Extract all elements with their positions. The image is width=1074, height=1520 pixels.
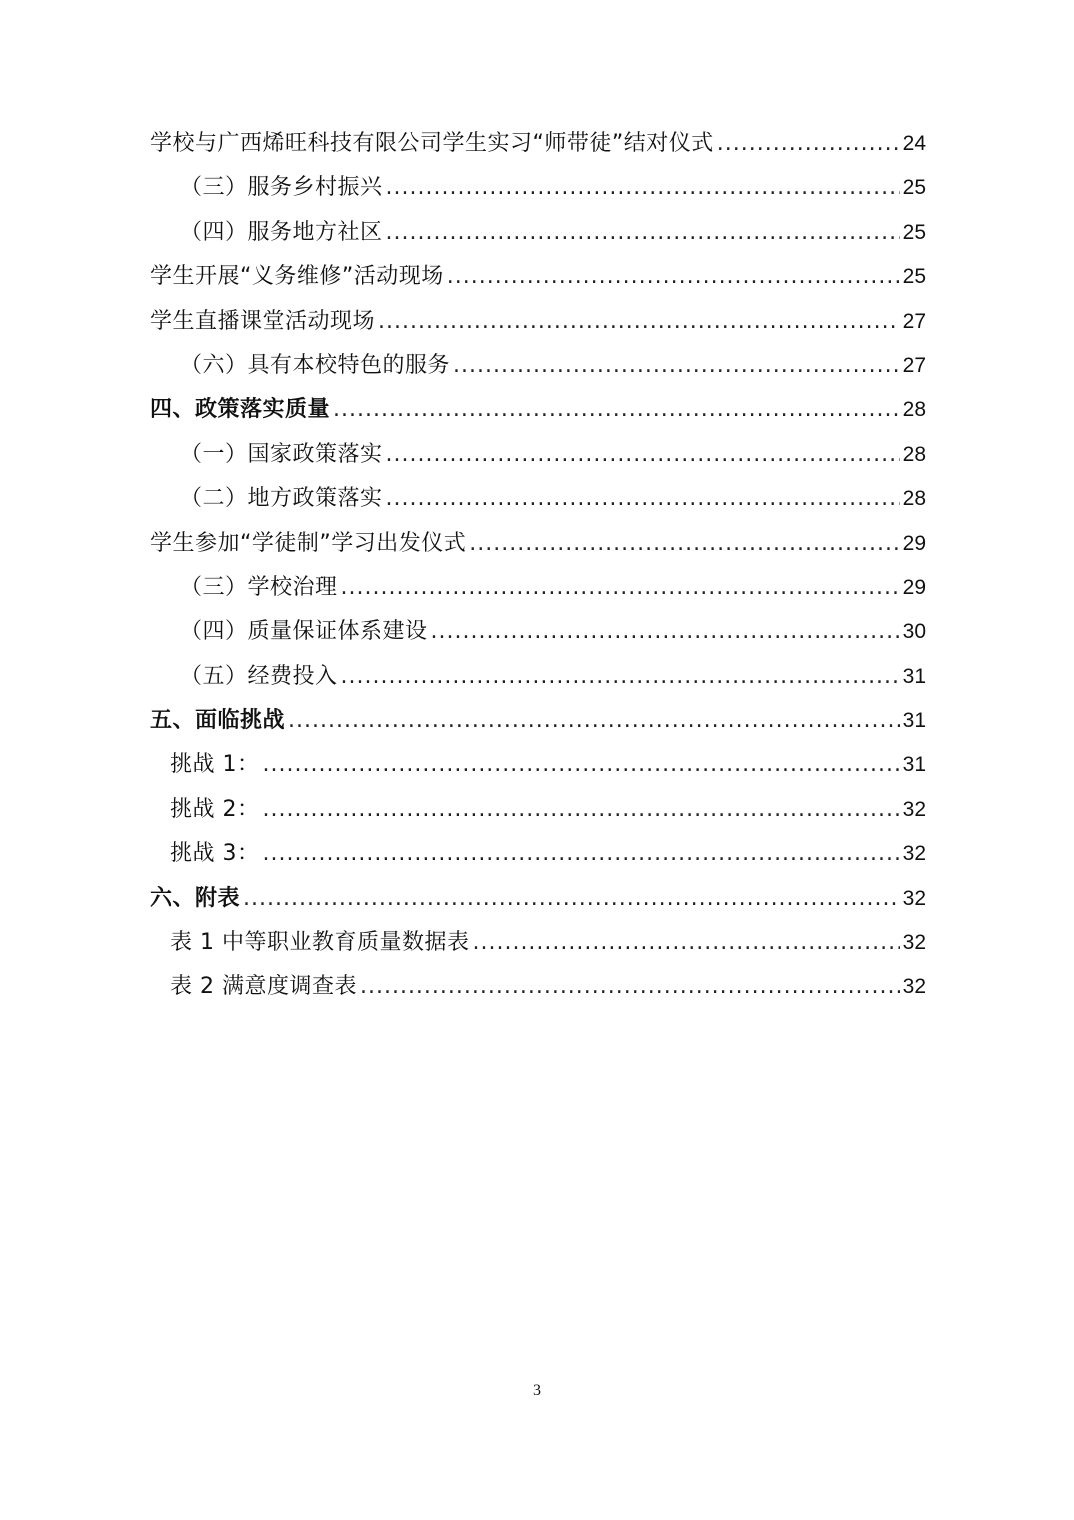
table-of-contents <box>150 122 926 1010</box>
toc-entry-page: 31 <box>902 709 926 733</box>
toc-entry-page: 32 <box>902 842 926 866</box>
toc-entry-page: 29 <box>902 575 926 599</box>
toc-dot-leader <box>386 166 900 210</box>
toc-dot-leader <box>263 788 900 832</box>
toc-entry-page: 32 <box>902 931 926 955</box>
toc-entry-title: （五）经费投入 <box>180 663 338 689</box>
toc-entry-title: （三）服务乡村振兴 <box>180 175 383 201</box>
toc-entry-page: 32 <box>902 797 926 821</box>
toc-entry-page: 27 <box>902 353 926 377</box>
toc-dot-leader <box>469 522 899 566</box>
toc-dot-leader <box>263 743 900 787</box>
toc-dot-leader <box>431 610 900 654</box>
toc-entry-page: 27 <box>902 309 926 333</box>
toc-dot-leader <box>386 477 900 521</box>
toc-dot-leader <box>341 566 900 610</box>
toc-entry-page: 31 <box>902 664 926 688</box>
toc-entry-title: 挑战 3： <box>170 841 260 867</box>
toc-entry-page: 25 <box>902 265 926 289</box>
toc-entry[interactable] <box>150 788 926 832</box>
toc-entry-page: 32 <box>902 886 926 910</box>
toc-entry[interactable] <box>150 300 926 344</box>
toc-entry-page: 30 <box>902 620 926 644</box>
toc-entry-page: 25 <box>902 176 926 200</box>
toc-entry[interactable] <box>150 743 926 787</box>
toc-entry-title: 学生直播课堂活动现场 <box>150 308 376 334</box>
toc-entry[interactable] <box>150 344 926 388</box>
toc-entry[interactable] <box>150 610 926 654</box>
toc-entry-page: 29 <box>902 531 926 555</box>
toc-entry[interactable] <box>150 699 926 743</box>
toc-entry[interactable] <box>150 166 926 210</box>
toc-dot-leader <box>386 211 900 255</box>
toc-entry[interactable] <box>150 965 926 1009</box>
toc-entry-title: （六）具有本校特色的服务 <box>180 352 451 378</box>
toc-dot-leader <box>386 433 900 477</box>
toc-entry[interactable] <box>150 433 926 477</box>
toc-entry[interactable] <box>150 255 926 299</box>
toc-entry[interactable] <box>150 832 926 876</box>
toc-entry-title: 表 2 满意度调查表 <box>170 974 357 1000</box>
toc-entry-page: 28 <box>902 398 926 422</box>
toc-entry-page: 25 <box>902 220 926 244</box>
toc-entry[interactable] <box>150 566 926 610</box>
toc-entry[interactable] <box>150 655 926 699</box>
toc-dot-leader <box>453 344 900 388</box>
toc-entry[interactable] <box>150 477 926 521</box>
toc-entry[interactable] <box>150 122 926 166</box>
toc-entry-title: （二）地方政策落实 <box>180 486 383 512</box>
toc-entry[interactable] <box>150 211 926 255</box>
toc-dot-leader <box>472 921 899 965</box>
toc-dot-leader <box>288 699 900 743</box>
toc-dot-leader <box>341 655 900 699</box>
toc-dot-leader <box>263 832 900 876</box>
toc-entry-title: （四）服务地方社区 <box>180 219 383 245</box>
toc-entry[interactable] <box>150 921 926 965</box>
toc-entry[interactable] <box>150 522 926 566</box>
toc-entry-title: （一）国家政策落实 <box>180 441 383 467</box>
toc-entry-title: 四、政策落实质量 <box>150 397 331 423</box>
toc-entry-title: 六、附表 <box>150 885 241 911</box>
toc-entry-title: （三）学校治理 <box>180 574 338 600</box>
toc-entry-page: 31 <box>902 753 926 777</box>
toc-entry-title: （四）质量保证体系建设 <box>180 619 428 645</box>
toc-dot-leader <box>360 965 900 1009</box>
toc-entry-title: 挑战 1： <box>170 752 260 778</box>
toc-entry-title: 表 1 中等职业教育质量数据表 <box>170 930 470 956</box>
toc-dot-leader <box>447 255 900 299</box>
page-number: 3 <box>533 1382 541 1399</box>
toc-entry-title: 挑战 2： <box>170 796 260 822</box>
toc-entry-page: 32 <box>902 975 926 999</box>
toc-entry-page: 28 <box>902 487 926 511</box>
toc-entry[interactable] <box>150 388 926 432</box>
toc-entry[interactable] <box>150 877 926 921</box>
toc-dot-leader <box>243 877 900 921</box>
toc-dot-leader <box>717 122 900 166</box>
toc-dot-leader <box>378 300 900 344</box>
toc-dot-leader <box>333 388 900 432</box>
toc-entry-title: 五、面临挑战 <box>150 708 286 734</box>
toc-entry-page: 28 <box>902 442 926 466</box>
toc-entry-title: 学校与广西烯旺科技有限公司学生实习“师带徒”结对仪式 <box>150 131 714 156</box>
toc-entry-title: 学生参加“学徒制”学习出发仪式 <box>150 530 467 556</box>
toc-entry-page: 24 <box>902 132 926 155</box>
toc-entry-title: 学生开展“义务维修”活动现场 <box>150 264 444 290</box>
